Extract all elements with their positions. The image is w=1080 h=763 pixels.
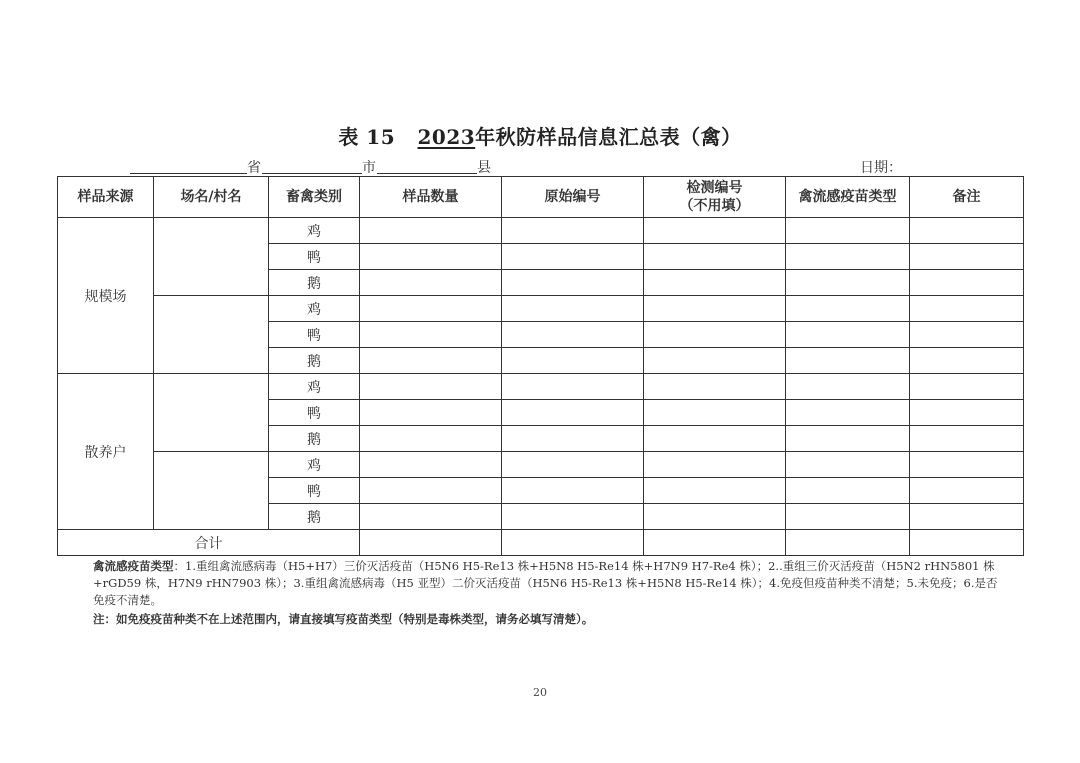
remarks-cell[interactable] — [910, 244, 1024, 270]
vaccine-type-cell[interactable] — [786, 244, 910, 270]
vaccine-type-cell[interactable] — [786, 426, 910, 452]
quantity-cell[interactable] — [360, 478, 502, 504]
fill-instruction-note: 注：如免疫疫苗种类不在上述范围内，请直接填写疫苗类型（特别是毒株类型，请务必填写清楚）。 — [93, 612, 594, 626]
vaccine-type-cell[interactable] — [786, 218, 910, 244]
quantity-cell[interactable] — [360, 426, 502, 452]
header-original-id: 原始编号 — [502, 177, 644, 218]
header-vaccine-type: 禽流感疫苗类型 — [786, 177, 910, 218]
test-id-cell[interactable] — [644, 426, 786, 452]
province-blank — [130, 173, 247, 174]
table-row — [58, 218, 1024, 244]
header-row — [58, 177, 1024, 218]
species-cell: 鸭 — [269, 244, 360, 270]
farm-name-cell[interactable] — [154, 452, 269, 530]
vaccine-type-note — [93, 558, 998, 609]
test-id-cell[interactable] — [644, 296, 786, 322]
county-label: 县 — [477, 160, 491, 176]
vaccine-type-cell[interactable] — [786, 504, 910, 530]
total-label: 合计 — [58, 530, 360, 556]
quantity-cell[interactable] — [360, 270, 502, 296]
header-test-id — [644, 177, 786, 218]
test-id-cell[interactable] — [644, 218, 786, 244]
farm-name-cell[interactable] — [154, 218, 269, 296]
farm-name-cell[interactable] — [154, 296, 269, 374]
species-cell: 鹅 — [269, 348, 360, 374]
header-quantity: 样品数量 — [360, 177, 502, 218]
table-row — [58, 374, 1024, 400]
header-source: 样品来源 — [58, 177, 154, 218]
test-id-cell[interactable] — [644, 478, 786, 504]
remarks-cell[interactable] — [910, 504, 1024, 530]
header-test-id-label: 检测编号 — [686, 180, 743, 196]
remarks-cell[interactable] — [910, 296, 1024, 322]
original-id-cell[interactable] — [502, 244, 644, 270]
table-title — [0, 121, 1080, 150]
total-row — [58, 530, 1024, 556]
remarks-cell[interactable] — [910, 348, 1024, 374]
vaccine-type-cell[interactable] — [786, 270, 910, 296]
original-id-cell[interactable] — [502, 348, 644, 374]
original-id-cell[interactable] — [502, 400, 644, 426]
quantity-cell[interactable] — [360, 218, 502, 244]
table-row — [58, 452, 1024, 478]
province-label: 省 — [247, 160, 261, 176]
farm-name-cell[interactable] — [154, 374, 269, 452]
species-cell: 鸭 — [269, 400, 360, 426]
species-cell: 鸡 — [269, 296, 360, 322]
test-id-cell[interactable] — [644, 374, 786, 400]
header-farm-name: 场名/村名 — [154, 177, 269, 218]
quantity-cell[interactable] — [360, 374, 502, 400]
source-cell: 规模场 — [58, 218, 154, 374]
source-cell: 散养户 — [58, 374, 154, 530]
vaccine-type-cell[interactable] — [786, 530, 910, 556]
county-blank — [377, 173, 477, 174]
title-year: 2023 — [417, 125, 476, 149]
header-remarks: 备注 — [910, 177, 1024, 218]
quantity-cell[interactable] — [360, 296, 502, 322]
page-number: 20 — [533, 686, 547, 699]
species-cell: 鸭 — [269, 478, 360, 504]
original-id-cell[interactable] — [502, 426, 644, 452]
notes-section — [93, 558, 998, 628]
remarks-cell[interactable] — [910, 270, 1024, 296]
species-cell: 鹅 — [269, 426, 360, 452]
quantity-cell[interactable] — [360, 504, 502, 530]
original-id-cell[interactable] — [502, 296, 644, 322]
remarks-cell[interactable] — [910, 218, 1024, 244]
remarks-cell[interactable] — [910, 374, 1024, 400]
quantity-cell[interactable] — [360, 400, 502, 426]
species-cell: 鹅 — [269, 504, 360, 530]
original-id-cell[interactable] — [502, 504, 644, 530]
vaccine-type-cell[interactable] — [786, 348, 910, 374]
vaccine-type-cell[interactable] — [786, 296, 910, 322]
test-id-cell[interactable] — [644, 348, 786, 374]
title-prefix: 表 15 — [338, 125, 396, 149]
quantity-cell[interactable] — [360, 452, 502, 478]
species-cell: 鸭 — [269, 322, 360, 348]
test-id-cell[interactable] — [644, 244, 786, 270]
table-row — [58, 296, 1024, 322]
test-id-cell[interactable] — [644, 322, 786, 348]
remarks-cell[interactable] — [910, 400, 1024, 426]
quantity-cell[interactable] — [360, 348, 502, 374]
original-id-cell[interactable] — [502, 218, 644, 244]
vaccine-type-text: ：1.重组禽流感病毒（H5+H7）三价灭活疫苗（H5N6 H5-Re13 株+H5N8 H5-Re14 株+H7N9 H7-Re4 株）；2..重组三价灭活疫苗（H5N2 rHN5801 株+rGD59 株，H7N9 rHN7903 株）；3.重组禽流感病毒（H5 亚型）二价灭活疫苗（H5N6 H5-Re13 株+H5N8 H5-Re14 株）；4.免疫但疫苗种类不清楚；5.未免疫；6.是否免疫不清楚。 — [93, 559, 998, 607]
total-quantity-cell[interactable] — [360, 530, 502, 556]
city-label: 市 — [362, 160, 376, 176]
original-id-cell[interactable] — [502, 270, 644, 296]
test-id-cell[interactable] — [644, 504, 786, 530]
header-test-id-note: （不用填） — [679, 198, 750, 214]
remarks-cell[interactable] — [910, 478, 1024, 504]
test-id-cell[interactable] — [644, 530, 786, 556]
vaccine-type-cell[interactable] — [786, 478, 910, 504]
original-id-cell[interactable] — [502, 322, 644, 348]
title-rest: 年秋防样品信息汇总表（禽） — [475, 125, 742, 149]
test-id-cell[interactable] — [644, 400, 786, 426]
vaccine-type-cell[interactable] — [786, 374, 910, 400]
date-label: 日期： — [860, 160, 902, 176]
remarks-cell[interactable] — [910, 426, 1024, 452]
sample-table — [57, 176, 1024, 556]
original-id-cell[interactable] — [502, 452, 644, 478]
vaccine-type-cell[interactable] — [786, 400, 910, 426]
vaccine-type-cell[interactable] — [786, 322, 910, 348]
test-id-cell[interactable] — [644, 452, 786, 478]
header-category: 畜禽类别 — [269, 177, 360, 218]
test-id-cell[interactable] — [644, 270, 786, 296]
species-cell: 鸡 — [269, 452, 360, 478]
vaccine-type-cell[interactable] — [786, 452, 910, 478]
quantity-cell[interactable] — [360, 244, 502, 270]
species-cell: 鸡 — [269, 218, 360, 244]
remarks-cell[interactable] — [910, 322, 1024, 348]
remarks-cell[interactable] — [910, 452, 1024, 478]
original-id-cell[interactable] — [502, 530, 644, 556]
quantity-cell[interactable] — [360, 322, 502, 348]
species-cell: 鹅 — [269, 270, 360, 296]
original-id-cell[interactable] — [502, 374, 644, 400]
vaccine-type-label: 禽流感疫苗类型 — [93, 559, 174, 573]
species-cell: 鸡 — [269, 374, 360, 400]
original-id-cell[interactable] — [502, 478, 644, 504]
remarks-cell[interactable] — [910, 530, 1024, 556]
city-blank — [262, 173, 362, 174]
